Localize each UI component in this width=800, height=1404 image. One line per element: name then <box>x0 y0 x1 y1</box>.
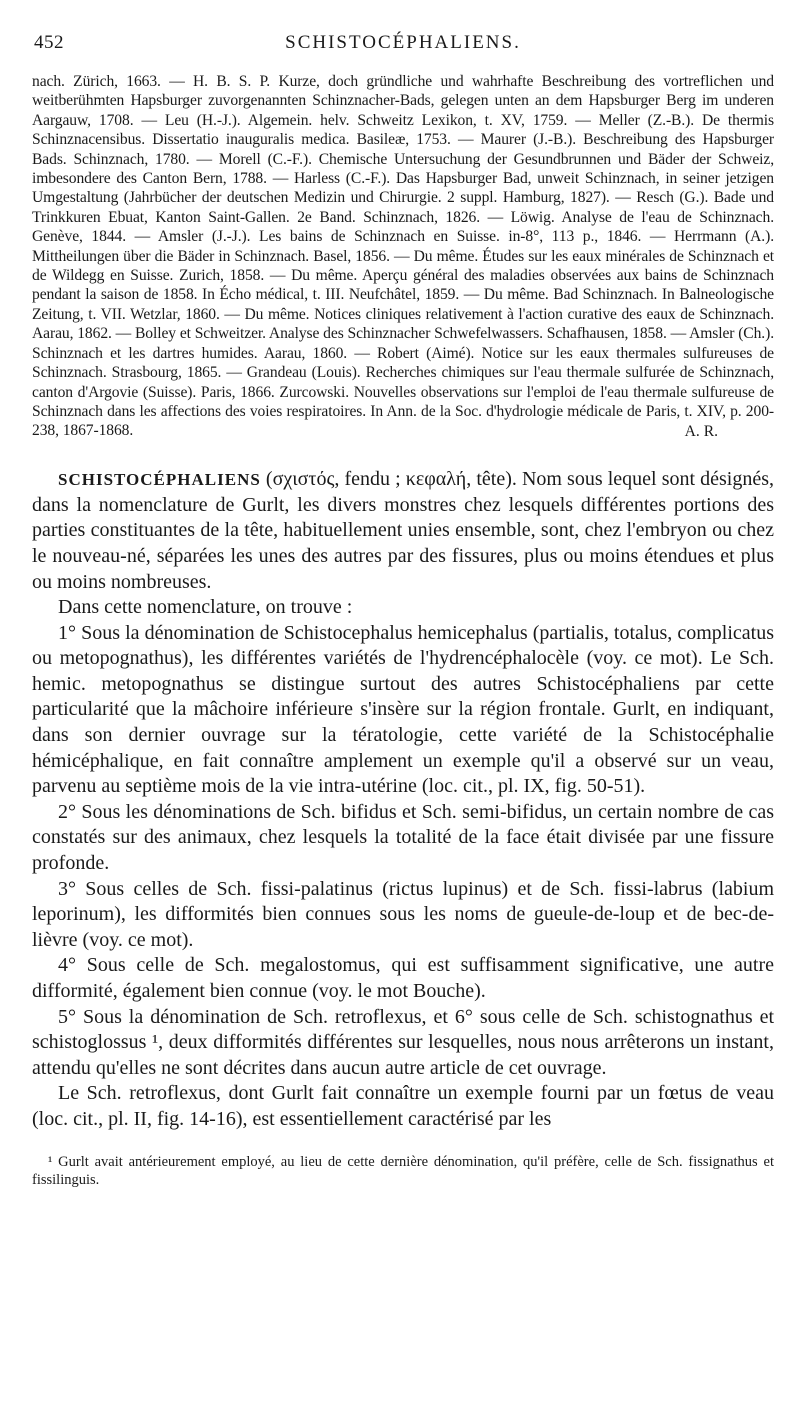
paragraph-text: (σχιστός, fendu ; κεφαλή, tête). Nom sous lequel sont désignés, dans la nomenclature de Gurlt, les divers monstres chez lesquels différentes portions des parties constituantes de la tête, habituellement unies ensemble, sont, chez l'embryon ou chez le nouveau-né, séparées les unes des autres par des fissures, plus ou moins étendues et plus ou moins nombreuses. <box>32 468 775 593</box>
page-number: 452 <box>34 32 64 53</box>
running-title: SCHISTOCÉPHALIENS. <box>285 32 521 53</box>
page-header <box>32 30 774 60</box>
article-paragraph: 1° Sous la dénomination de Schistocephalus hemicephalus (partialis, totalus, complicatus ou metopognathus), les différentes variétés de l'hydrencéphalocèle (voy. ce mot). Le Sch. hemic. metopognathus se distingue surtout des autres Schistocéphaliens par cette particularité que la mâchoire inférieure s'insère sur la région frontale. Gurlt, en indiquant, dans son dernier ouvrage sur la tératologie, cette variété de la Schistocéphalie hémicéphalique, en fait connaître amplement un exemple qu'il a observé sur un veau, parvenu au septième mois de la vie intra-utérine (loc. cit., pl. IX, fig. 50-51). <box>32 621 774 798</box>
article-body <box>32 467 774 1132</box>
article-paragraph: 5° Sous la dénomination de Sch. retroflexus, et 6° sous celle de Sch. schistognathus et schistoglossus ¹, deux difformités différentes sur lesquelles, nous nous arrêterons un instant, attendu qu'elles ne sont décrites dans aucun autre article de cet ouvrage. <box>32 1005 774 1079</box>
article-intro-paragraph <box>32 467 774 595</box>
headword: SCHISTOCÉPHALIENS <box>58 470 261 490</box>
article-paragraph: Dans cette nomenclature, on trouve : <box>58 596 353 619</box>
bibliography-block: nach. Zürich, 1663. — H. B. S. P. Kurze, doch gründliche und wahrhafte Beschreibung des vortreflichen und weitberühmten Hapsburger zuvorgenannten Schinznacher-Bads, gelegen unten an dem Hapsburger Berg im underen Aargauw, 1708. — Leu (H.-J.). Algemein. helv. Schweitz Lexikon, t. XV, 1759. — Meller (Z.-B.). De thermis Schinznacensibus. Dissertatio inauguralis medica. Basileæ, 1753. — Maurer (J.-B.). Beschreibung des Hapsburger Bads. Schinznach, 1780. — Morell (C.-F.). Chemische Untersuchung der Gesundbrunnen und Bäder der Schweiz, imbesondere des Canton Bern, 1788. — Harless (C.-F.). Das Hapsburger Bad, unweit Schinznach, in seiner jetzigen Umgestaltung (Jahrbücher der deutschen Medizin und Chirurgie. 2 suppl. Hamburg, 1827). — Resch (G.). Bade und Trinkkuren Ebuat, Kanton Saint-Gallen. 2e Band. Schinznach, 1826. — Löwig. Analyse de l'eau de Schinznach. Genève, 1844. — Amsler (J.-J.). Les bains de Schinznach en Suisse. in-8°, 113 p., 1846. — Herrmann (A.). Mittheilungen über die Bäder in Schinznach. Basel, 1856. — Du même. Études sur les eaux minérales de Schinznach et de Wildegg en Suisse. Zurich, 1858. — Du même. Aperçu général des maladies observées aux bains de Schinznach pendant la saison de 1858. In Écho médical, t. III. Neufchâtel, 1859. — Du même. Bad Schinznach. In Balneologische Zeitung, t. VII. Wetzlar, 1860. — Du même. Notices cliniques relativement à l'action curative des eaux de Schinznach. Aarau, 1862. — Bolley et Schweitzer. Analyse des Schinznacher Schwefelwassers. Schafhausen, 1858. — Amsler (Ch.). Schinznach et les dartres humides. Aarau, 1860. — Robert (Aimé). Notice sur les eaux thermales sulfureuses de Schinznach. Strasbourg, 1865. — Grandeau (Louis). Recherches chimiques sur l'eau thermale sulfurée de Schinznach, canton d'Argovie (Suisse). Paris, 1866. Zurcowski. Nouvelles observations sur l'emploi de l'eau thermale sulfureuse de Schinznach dans les affections des voies respiratoires. In Ann. de la Soc. d'hydrologie médicale de Paris, t. XIV, p. 200-238, 1867-1868. <box>32 73 774 440</box>
article-paragraph: 2° Sous les dénominations de Sch. bifidus et Sch. semi-bifidus, un certain nombre de cas constatés sur des animaux, chez lesquels la totalité de la face était divisée par une fissure profonde. <box>32 800 774 875</box>
article-paragraph: 4° Sous celle de Sch. megalostomus, qui est suffisamment significative, une autre difformité, également bien connue (voy. le mot Bouche). <box>32 954 774 1002</box>
document-page <box>32 30 774 1203</box>
footnote: ¹ Gurlt avait antérieurement employé, au lieu de cette dernière dénomination, qu'il préfère, celle de Sch. fissignathus et fissilinguis. <box>32 1153 774 1188</box>
article-paragraph: Le Sch. retroflexus, dont Gurlt fait connaître un exemple fourni par un fœtus de veau (loc. cit., pl. II, fig. 14-16), est essentiellement caractérisé par les <box>32 1082 774 1130</box>
article-paragraph: 3° Sous celles de Sch. fissi-palatinus (rictus lupinus) et de Sch. fissi-labrus (labium leporinum), les difformités bien connues sous les noms de gueule-de-loup et de bec-de-lièvre (voy. ce mot). <box>32 877 774 951</box>
author-signature: A. R. <box>684 422 718 440</box>
